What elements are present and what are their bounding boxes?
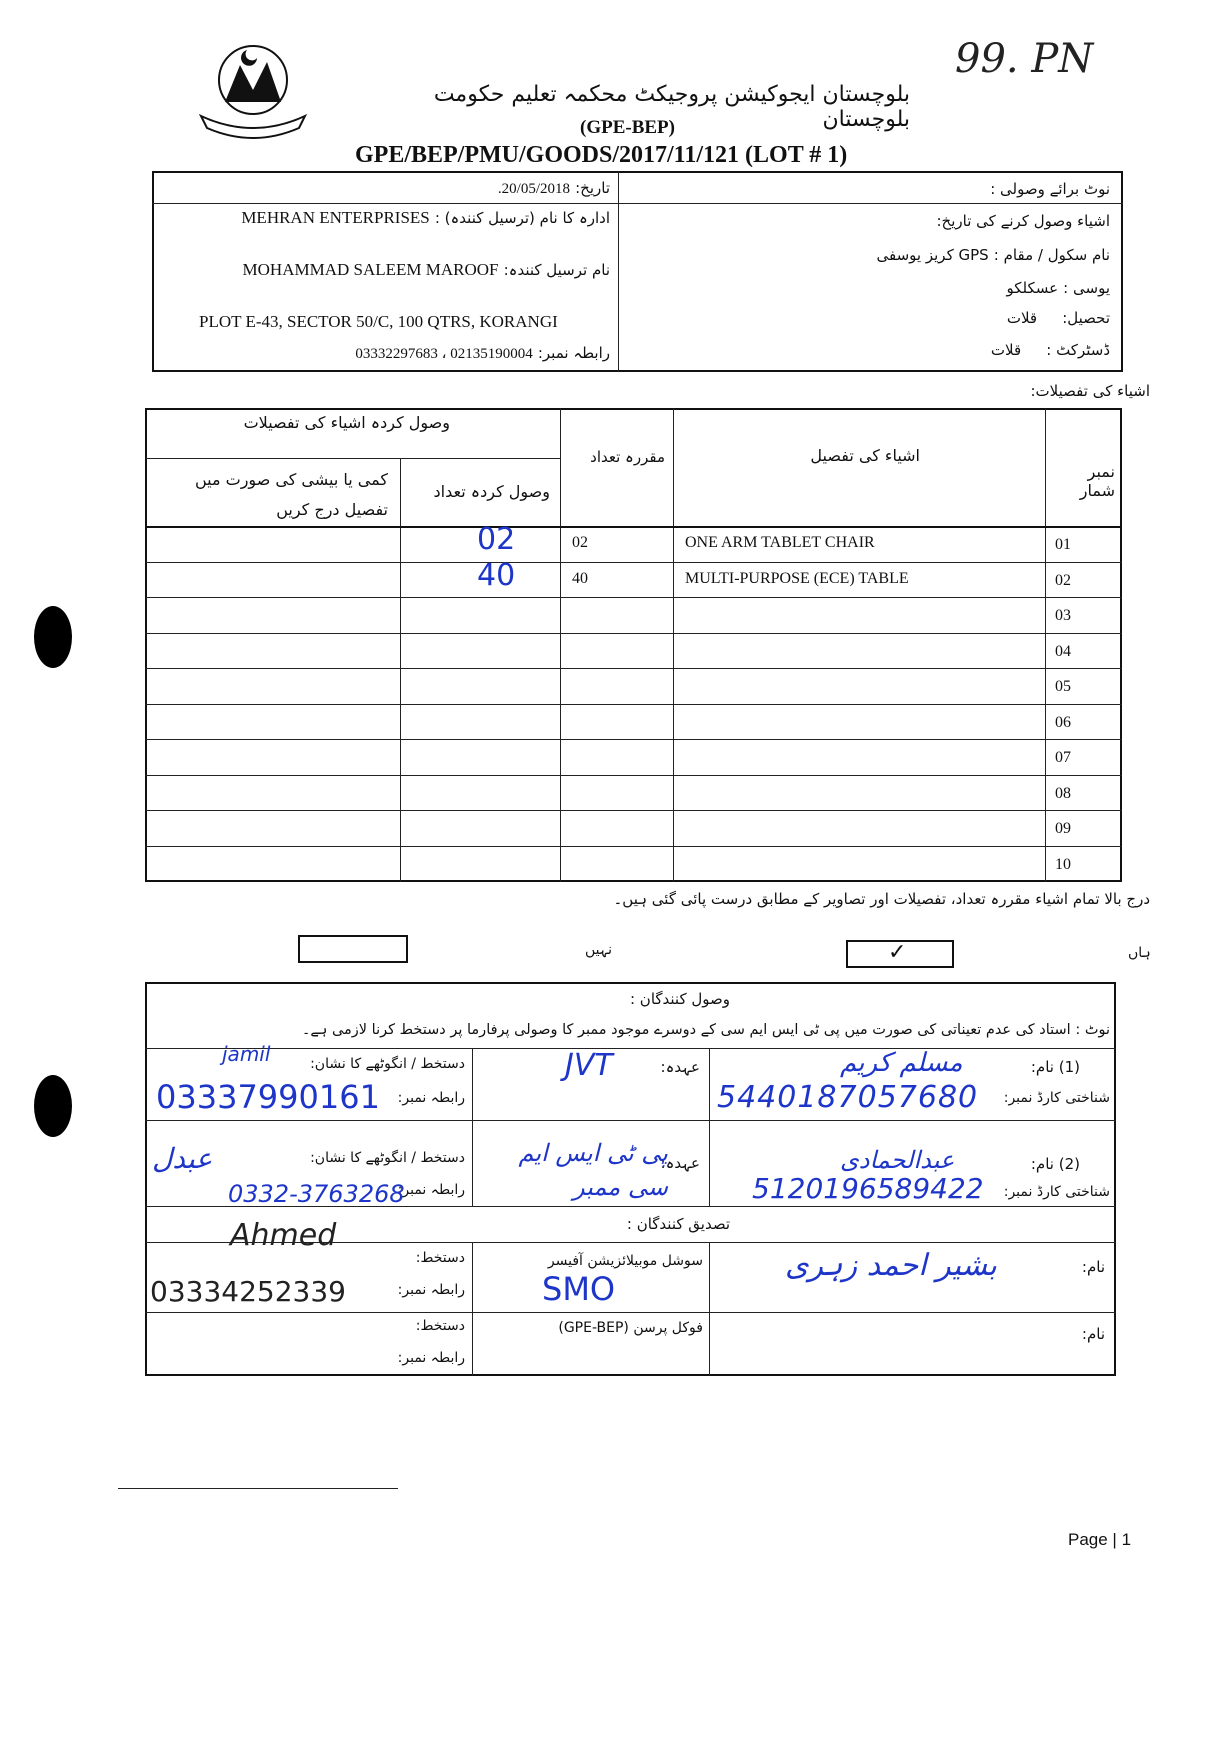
corner-handwritten-note: 99. PN — [955, 36, 1094, 82]
table-row — [145, 739, 1122, 775]
receiver1-name-label: (1) نام: — [1030, 1058, 1080, 1076]
yes-label: ہاں — [1128, 945, 1151, 961]
sender-contact-field: رابطہ نمبر: 02135190004 ، 03332297683 — [355, 344, 610, 362]
table-row — [145, 557, 1122, 598]
row-sno: 06 — [1055, 713, 1071, 731]
punch-hole-top — [34, 606, 72, 668]
page-number: Page | 1 — [1068, 1530, 1132, 1549]
verifier1-contact-label: رابطہ نمبر: — [397, 1282, 465, 1298]
footer-rule — [118, 1488, 398, 1489]
table-row — [145, 597, 1122, 633]
sender-address: PLOT E-43, SECTOR 50/C, 100 QTRS, KORANGI — [199, 312, 558, 331]
receiver2-sign-label: دستخط / انگوٹھے کا نشان: — [310, 1150, 465, 1166]
note-receipt-label: نوٹ برائے وصولی : — [990, 180, 1110, 198]
col-header-received-group: وصول کردہ اشیاء کی تفصیلات — [243, 413, 450, 432]
verifier1-contact: 03334252339 — [150, 1275, 346, 1308]
col-header-received-qty: وصول کردہ تعداد — [433, 482, 550, 501]
col-header-qty: مقررہ تعداد — [590, 448, 665, 466]
verifier2-designation-label: فوکل پرسن (GPE-BEP) — [558, 1320, 703, 1336]
header-title-urdu: بلوچستان ایجوکیشن پروجیکٹ محکمہ تعلیم حکومت بلوچستان — [433, 82, 910, 132]
receiver1-designation-label: عہدہ: — [660, 1058, 700, 1076]
table-row — [145, 846, 1122, 882]
verifiers-title: تصدیق کنندگان : — [626, 1215, 730, 1233]
row-sno: 05 — [1055, 678, 1071, 695]
receiver2-designation-label: عہدہ: — [660, 1154, 700, 1172]
row-sno: 07 — [1055, 749, 1071, 766]
header-reference: GPE/BEP/PMU/GOODS/2017/11/121 (LOT # 1) — [355, 142, 848, 168]
date-field: تاریخ: 20/05/2018. — [497, 179, 610, 197]
verifier1-designation-label: سوشل موبیلائزیشن آفیسر — [547, 1253, 703, 1269]
receiver2-cnic: 5120196589422 — [752, 1172, 984, 1205]
school-field: نام سکول / مقام : GPS کریز یوسفی — [876, 246, 1110, 264]
header-abbr: (GPE-BEP) — [580, 117, 675, 138]
row-sno: 02 — [1055, 571, 1071, 589]
table-row — [145, 810, 1122, 846]
uc-field: یوسی : عسکلکو — [1006, 279, 1110, 297]
receiver2-name: عبدالحمادی — [840, 1146, 955, 1174]
receiver1-contact: 03337990161 — [156, 1078, 380, 1116]
table-row — [145, 633, 1122, 669]
row-sno: 10 — [1055, 855, 1071, 873]
verifier1-signature: Ahmed — [230, 1218, 337, 1253]
receiver2-contact: 0332-3763268 — [228, 1180, 405, 1208]
row-quantity: 40 — [572, 569, 588, 587]
row-description: ONE ARM TABLET CHAIR — [685, 534, 875, 551]
tehsil-field: تحصیل: قلات — [1006, 309, 1110, 327]
receiver1-cnic-label: شناختی کارڈ نمبر: — [1003, 1090, 1110, 1106]
verifier2-contact-label: رابطہ نمبر: — [397, 1350, 465, 1366]
receiver1-signature: jamil — [222, 1042, 271, 1066]
table-row — [145, 704, 1122, 740]
row-sno: 03 — [1055, 607, 1071, 624]
punch-hole-bottom — [34, 1075, 72, 1137]
yes-checkmark: ✓ — [888, 940, 907, 965]
sender-name-field: نام ترسیل کنندہ: MOHAMMAD SALEEM MAROOF — [242, 260, 610, 279]
receiver1-name: مسلم کریم — [840, 1048, 963, 1078]
receiver1-designation: JVT — [565, 1048, 613, 1083]
row-sno: 08 — [1055, 784, 1071, 802]
receipt-date-label: اشیاء وصول کرنے کی تاریخ: — [936, 212, 1110, 230]
verifier1-sign-label: دستخط: — [415, 1250, 465, 1266]
row-sno: 01 — [1055, 536, 1071, 553]
receivers-title: وصول کنندگان : — [629, 990, 730, 1008]
table-row — [145, 775, 1122, 811]
items-section-label: اشیاء کی تفصیلات: — [1030, 382, 1150, 400]
row-quantity: 02 — [572, 534, 588, 551]
verifier2-name-label: نام: — [1081, 1325, 1105, 1343]
receiver2-signature: عبدل — [152, 1142, 213, 1175]
receiver2-designation: پی ٹی ایس ایم سی ممبر — [518, 1139, 668, 1201]
verifier2-sign-label: دستخط: — [415, 1318, 465, 1334]
receiver1-sign-label: دستخط / انگوٹھے کا نشان: — [310, 1056, 465, 1072]
row-sno: 09 — [1055, 820, 1071, 837]
verifier1-name: بشیر احمد زہری — [785, 1248, 997, 1283]
no-label: نہیں — [585, 942, 612, 958]
verifier1-designation: SMO — [542, 1270, 616, 1308]
row-received-quantity: 02 — [477, 522, 516, 557]
table-row — [145, 668, 1122, 704]
receiver2-contact-label: رابطہ نمبر: — [397, 1182, 465, 1198]
district-field: ڈسٹرکٹ : قلات — [990, 341, 1110, 359]
col-header-desc: اشیاء کی تفصیل — [810, 446, 920, 465]
table-row — [145, 522, 1122, 562]
receiver2-cnic-label: شناختی کارڈ نمبر: — [1003, 1184, 1110, 1200]
col-header-shortage: کمی یا بیشی کی صورت میں تفصیل درج کریں — [194, 470, 388, 519]
receivers-note: نوٹ : استاد کی عدم تعیناتی کی صورت میں پی ٹی ایس ایم سی کے دوسرے موجود ممبر کا وصولی پرفارما پر دستخط کرنا لازمی ہے۔ — [301, 1022, 1110, 1038]
receiver1-cnic: 5440187057680 — [717, 1080, 979, 1115]
balochistan-logo — [195, 40, 310, 140]
verifier1-name-label: نام: — [1081, 1258, 1105, 1276]
yes-checkbox[interactable] — [846, 940, 954, 968]
receiver1-contact-label: رابطہ نمبر: — [397, 1090, 465, 1106]
receiver2-name-label: (2) نام: — [1030, 1155, 1080, 1173]
col-header-sno: نمبر شمار — [1079, 462, 1115, 500]
no-checkbox[interactable] — [298, 935, 408, 963]
org-name-field: ادارہ کا نام (ترسیل کنندہ) : MEHRAN ENTERPRISES — [241, 208, 610, 227]
confirmation-statement: درج بالا تمام اشیاء مقررہ تعداد، تفصیلات اور تصاویر کے مطابق درست پائی گئی ہیں۔ — [613, 890, 1150, 908]
row-description: MULTI-PURPOSE (ECE) TABLE — [685, 569, 909, 587]
row-received-quantity: 40 — [477, 557, 516, 593]
row-sno: 04 — [1055, 642, 1071, 660]
